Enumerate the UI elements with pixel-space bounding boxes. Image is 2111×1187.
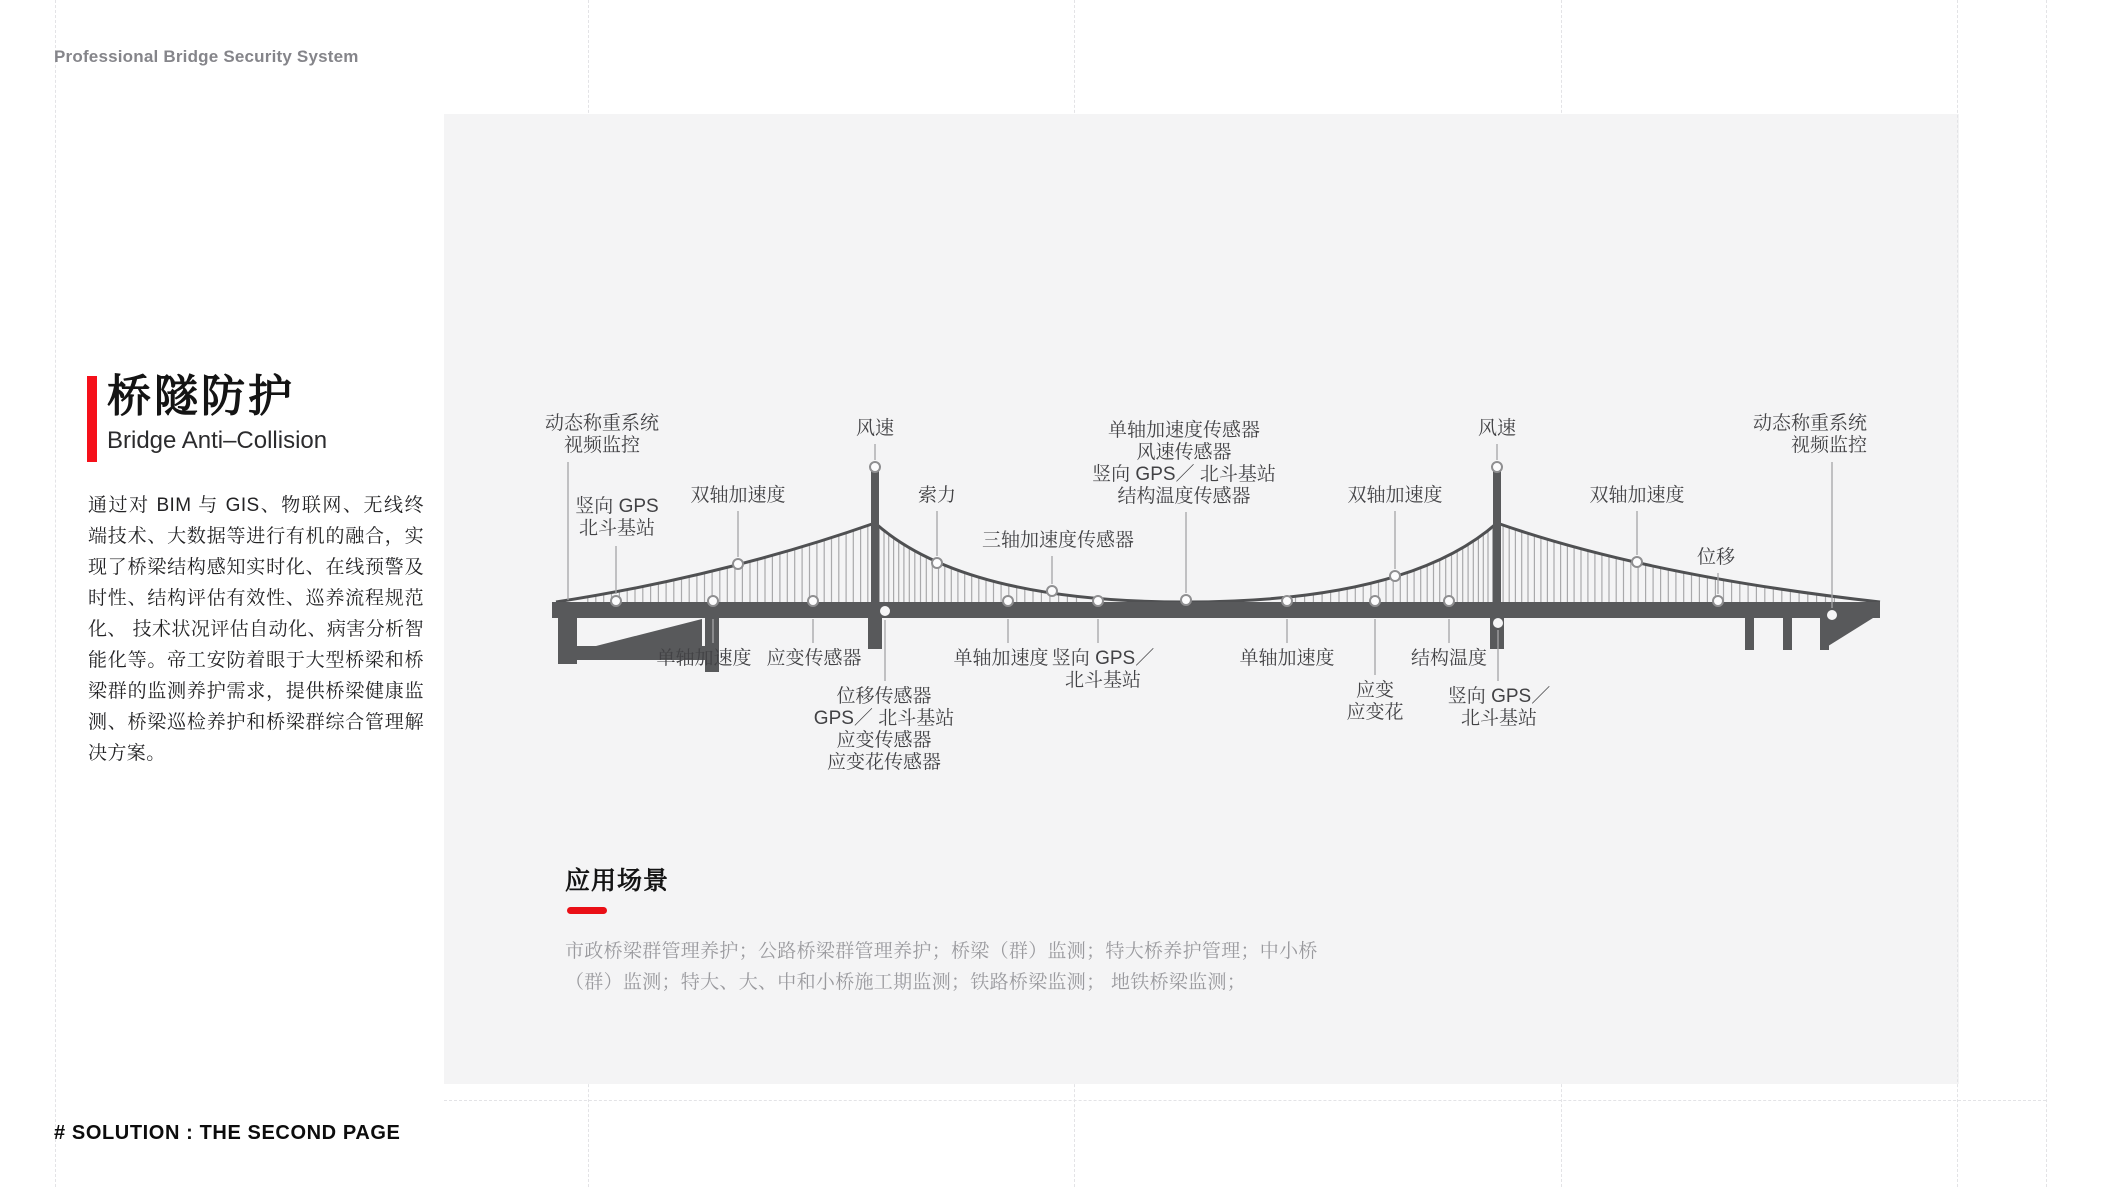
application-description: 市政桥梁群管理养护；公路桥梁群管理养护；桥梁（群）监测；特大桥养护管理；中小桥（群）监测；特大、大、中和小桥施工期监测；铁路桥梁监测； 地铁桥梁监测； (565, 941, 1318, 993)
sensor-label-wind-right: 风速 (1477, 418, 1517, 439)
sensor-label-strain-group: 应变 应变花 (1346, 680, 1404, 723)
sensor-label-triaxial: 三轴加速度传感器 (981, 530, 1135, 551)
sensor-label-wind-left: 风速 (855, 418, 895, 439)
sensor-label-gps-left: 竖向 GPS 北斗基站 (575, 496, 659, 539)
intro-paragraph: 通过对 BIM 与 GIS、物联网、无线终端技术、大数据等进行有机的融合，实现了桥梁结构感知实时化、在线预警及时性、结构评估有效性、巡养流程规范化、 技术状况评估自动化、病害分析智能化等。帝工安防着眼于大型桥梁和桥梁群的监测养护需求，提供桥梁健康监测、桥梁巡检养护和桥梁群综合管理解决方案。 (88, 495, 424, 764)
application-heading: 应用场景 (565, 867, 670, 895)
gridline-horizontal-1 (444, 1100, 2046, 1101)
sensor-label-weigh-left: 动态称重系统 视频监控 (544, 413, 660, 456)
sensor-label-biaxial-right-outer: 双轴加速度 (1589, 485, 1685, 506)
sensor-label-uniaxial-2: 单轴加速度 (953, 648, 1049, 669)
intro-block (87, 372, 327, 456)
gridline-vertical-5 (1957, 0, 1958, 1187)
sensor-label-biaxial-left: 双轴加速度 (690, 485, 786, 506)
sensor-label-center-group: 单轴加速度传感器 风速传感器 竖向 GPS／ 北斗基站 结构温度传感器 (1092, 420, 1276, 507)
sensor-label-uniaxial-1: 单轴加速度 (656, 648, 752, 669)
footer-note: # SOLUTION : THE SECOND PAGE (54, 1122, 401, 1144)
gridline-vertical-1 (55, 0, 56, 1187)
gridline-vertical-6 (2046, 0, 2047, 1187)
sensor-label-strain-sensor: 应变传感器 (766, 648, 862, 669)
application-red-underline (567, 907, 607, 914)
page-subtitle: Bridge Anti–Collision (107, 427, 328, 454)
title-accent-bar (87, 376, 97, 462)
sensor-label-biaxial-right-inner: 双轴加速度 (1347, 485, 1443, 506)
sensor-label-struct-temp: 结构温度 (1410, 648, 1488, 669)
sensor-label-uniaxial-3: 单轴加速度 (1239, 648, 1335, 669)
brand-text: Professional Bridge Security System (54, 47, 359, 66)
sensor-label-tower-left-group: 位移传感器 GPS／ 北斗基站 应变传感器 应变花传感器 (813, 686, 955, 773)
sensor-label-displacement: 位移 (1696, 547, 1736, 568)
sensor-label-gps-mid: 竖向 GPS／ 北斗基站 (1051, 648, 1155, 691)
sensor-label-gps-right: 竖向 GPS／ 北斗基站 (1447, 686, 1551, 729)
sensor-label-weigh-right: 动态称重系统 视频监控 (1752, 413, 1867, 456)
sensor-label-cable-force: 索力 (917, 485, 957, 506)
page-title: 桥隧防护 (107, 372, 295, 421)
application-section (565, 864, 1365, 998)
